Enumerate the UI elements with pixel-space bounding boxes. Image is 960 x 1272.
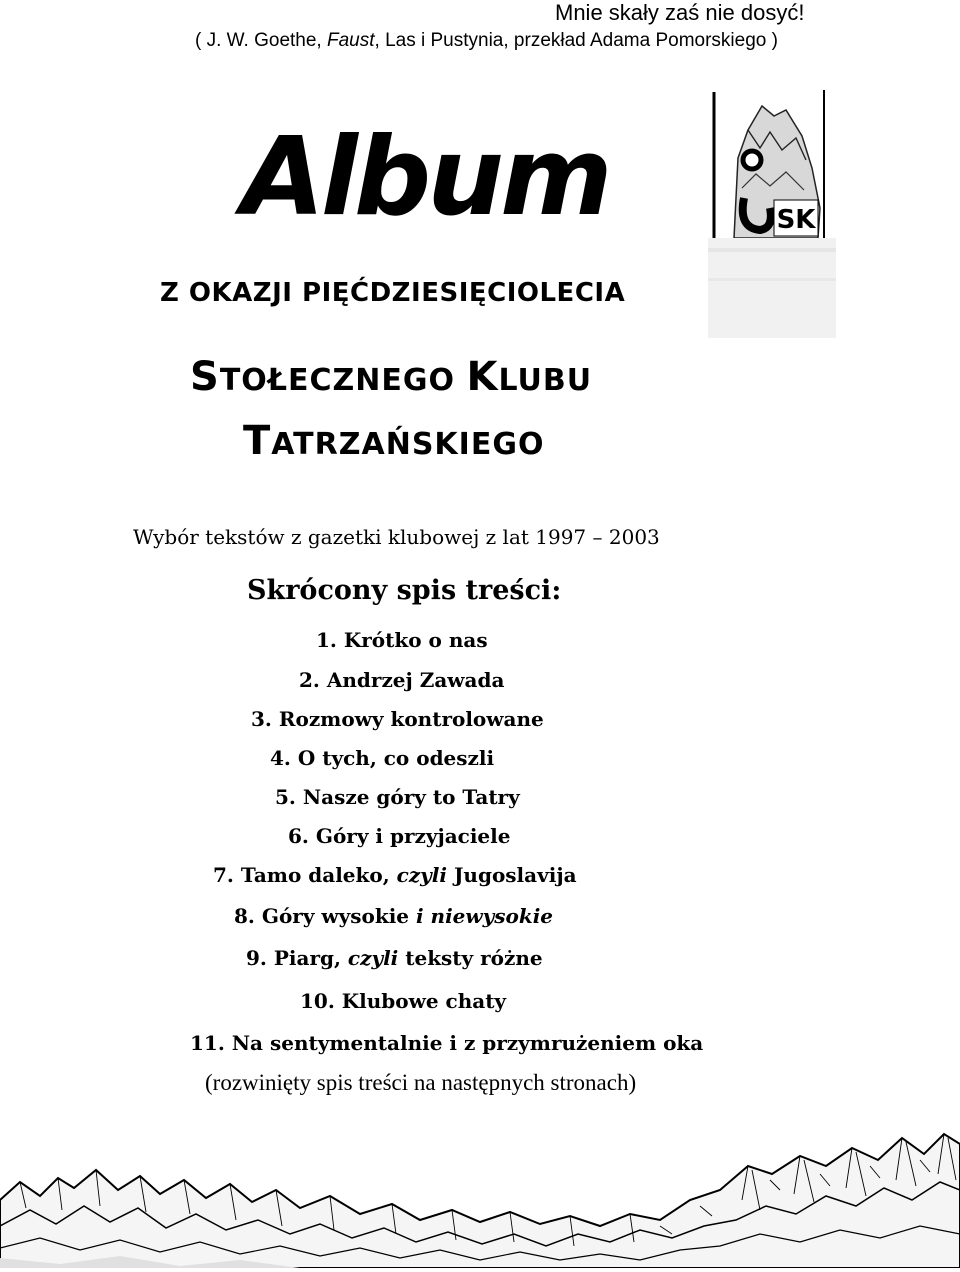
toc-item-9: 9. Piarg, czyli teksty różne (246, 946, 543, 970)
subtitle: Wybór tekstów z gazetki klubowej z lat 1997 – 2003 (133, 525, 660, 549)
occasion-heading: Z OKAZJI PIĘĆDZIESIĘCIOLECIA (160, 278, 626, 308)
toc-item-8: 8. Góry wysokie i niewysokie (234, 904, 554, 928)
club-name-line1: STOŁECZNEGO KLUBU (190, 354, 593, 400)
toc-item-1: 1. Krótko o nas (316, 628, 488, 652)
svg-text:SK: SK (776, 205, 816, 235)
toc-item-4: 4. O tych, co odeszli (270, 746, 495, 770)
sktlogo-icon (712, 88, 836, 238)
toc-item-3: 3. Rozmowy kontrolowane (251, 707, 544, 731)
toc-item-5: 5. Nasze góry to Tatry (275, 785, 520, 809)
toc-item-10: 10. Klubowe chaty (300, 989, 507, 1013)
toc-item-6: 6. Góry i przyjaciele (288, 824, 511, 848)
toc-item-11: 11. Na sentymentalnie i z przymrużeniem oka (190, 1031, 704, 1055)
toc-item-7: 7. Tamo daleko, czyli Jugoslavija (213, 863, 577, 887)
mountain-panorama-icon (0, 1130, 960, 1268)
club-name-line2: TATRZAŃSKIEGO (243, 418, 545, 464)
logo-shadow (708, 238, 836, 338)
toc-item-2: 2. Andrzej Zawada (299, 668, 505, 692)
toc-note: (rozwinięty spis treści na następnych stronach) (205, 1070, 637, 1095)
motto-quote: Mnie skały zaś nie dosyć! (555, 0, 805, 25)
motto-source: ( J. W. Goethe, Faust, Las i Pustynia, przekład Adama Pomorskiego ) (195, 30, 778, 51)
album-title: Album (241, 115, 609, 240)
toc-heading: Skrócony spis treści: (247, 575, 562, 606)
